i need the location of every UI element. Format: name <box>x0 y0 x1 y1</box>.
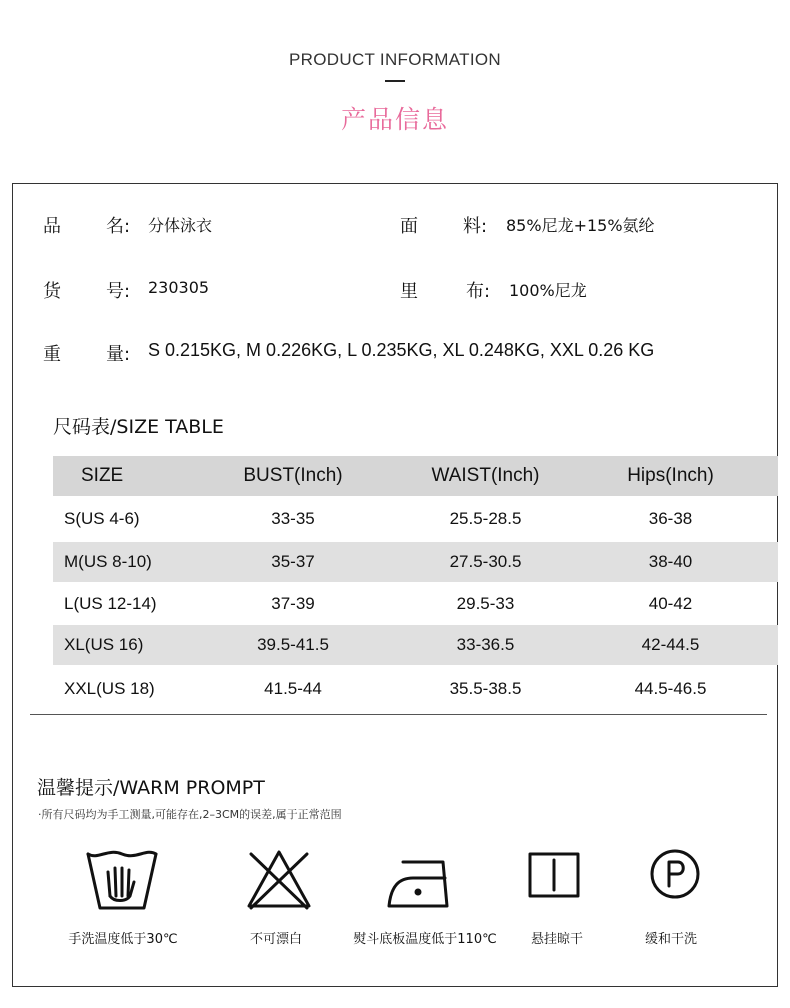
cell-hips: 44.5-46.5 <box>634 679 707 698</box>
info-item-no-key2: 号: <box>106 281 131 302</box>
header-title-zh: 产品信息 <box>340 105 449 134</box>
header-bust: BUST(Inch) <box>243 465 343 486</box>
cell-bust: 41.5-44 <box>264 679 322 698</box>
cell-size: XXL(US 18) <box>64 679 155 698</box>
cell-bust: 39.5-41.5 <box>257 635 329 654</box>
cell-size: XL(US 16) <box>64 635 144 654</box>
info-fabric-key2: 料: <box>463 216 488 237</box>
cell-hips: 38-40 <box>648 552 693 571</box>
cell-waist: 33-36.5 <box>456 635 515 654</box>
hand-wash-icon <box>84 846 160 916</box>
info-name-key2: 名: <box>106 216 131 237</box>
cell-bust: 37-39 <box>271 593 315 613</box>
size-table-title: 尺码表/SIZE TABLE <box>53 416 224 438</box>
warm-prompt-note: ·所有尺码均为手工测量,可能存在,2–3CM的误差,属于正常范围 <box>38 808 342 821</box>
info-name-key1: 品 <box>43 216 61 237</box>
cell-hips: 42-44.5 <box>641 635 700 654</box>
cell-bust: 33-35 <box>271 509 315 528</box>
header-divider <box>385 80 405 82</box>
cell-size: S(US 4-6) <box>64 509 140 528</box>
header-size: SIZE <box>81 465 124 486</box>
table-row <box>53 625 778 665</box>
line-dry-icon <box>526 846 582 916</box>
info-fabric-key1: 面 <box>400 216 418 237</box>
info-fabric-value: 85%尼龙+15%氨纶 <box>506 216 655 235</box>
care-label-no-bleach: 不可漂白 <box>249 932 302 947</box>
header-waist: WAIST(Inch) <box>431 465 540 486</box>
cell-bust: 35-37 <box>271 552 315 571</box>
cell-waist: 35.5-38.5 <box>449 679 522 698</box>
size-table <box>53 456 778 713</box>
care-label-line-dry: 悬挂晾干 <box>530 932 583 947</box>
header-hips: Hips(Inch) <box>627 465 714 486</box>
info-item-no-key1: 货 <box>43 281 61 302</box>
table-row <box>53 582 778 625</box>
cell-hips: 36-38 <box>648 509 693 528</box>
info-lining-value: 100%尼龙 <box>509 281 587 300</box>
iron-low-icon <box>385 846 451 916</box>
table-row <box>53 496 778 542</box>
care-label-dry-clean: 缓和干洗 <box>644 932 697 947</box>
table-row <box>53 542 778 582</box>
dry-clean-p-icon <box>648 846 702 916</box>
cell-size: L(US 12-14) <box>64 593 157 613</box>
warm-prompt-title: 温馨提示/WARM PROMPT <box>37 777 265 799</box>
info-item-no-value: 230305 <box>148 278 210 297</box>
table-row <box>53 665 778 713</box>
info-weight-value: S 0.215KG, M 0.226KG, L 0.235KG, XL 0.248KG, XXL 0.26 KG <box>148 340 655 360</box>
care-label-hand-wash: 手洗温度低于30℃ <box>68 932 178 947</box>
cell-size: M(US 8-10) <box>64 552 152 571</box>
info-lining-key2: 布: <box>466 281 491 302</box>
info-weight-key1: 重 <box>43 344 61 365</box>
no-bleach-icon <box>245 846 313 916</box>
info-name-value: 分体泳衣 <box>148 216 213 235</box>
section-divider <box>30 714 767 715</box>
cell-waist: 29.5-33 <box>456 593 515 613</box>
care-label-iron: 熨斗底板温度低于110℃ <box>353 932 497 947</box>
header-title-en: PRODUCT INFORMATION <box>289 50 501 69</box>
table-header-row <box>53 456 778 496</box>
cell-waist: 25.5-28.5 <box>449 509 522 528</box>
info-weight-key2: 量: <box>106 344 131 365</box>
info-lining-key1: 里 <box>400 281 418 302</box>
cell-waist: 27.5-30.5 <box>449 552 522 571</box>
cell-hips: 40-42 <box>648 593 693 613</box>
